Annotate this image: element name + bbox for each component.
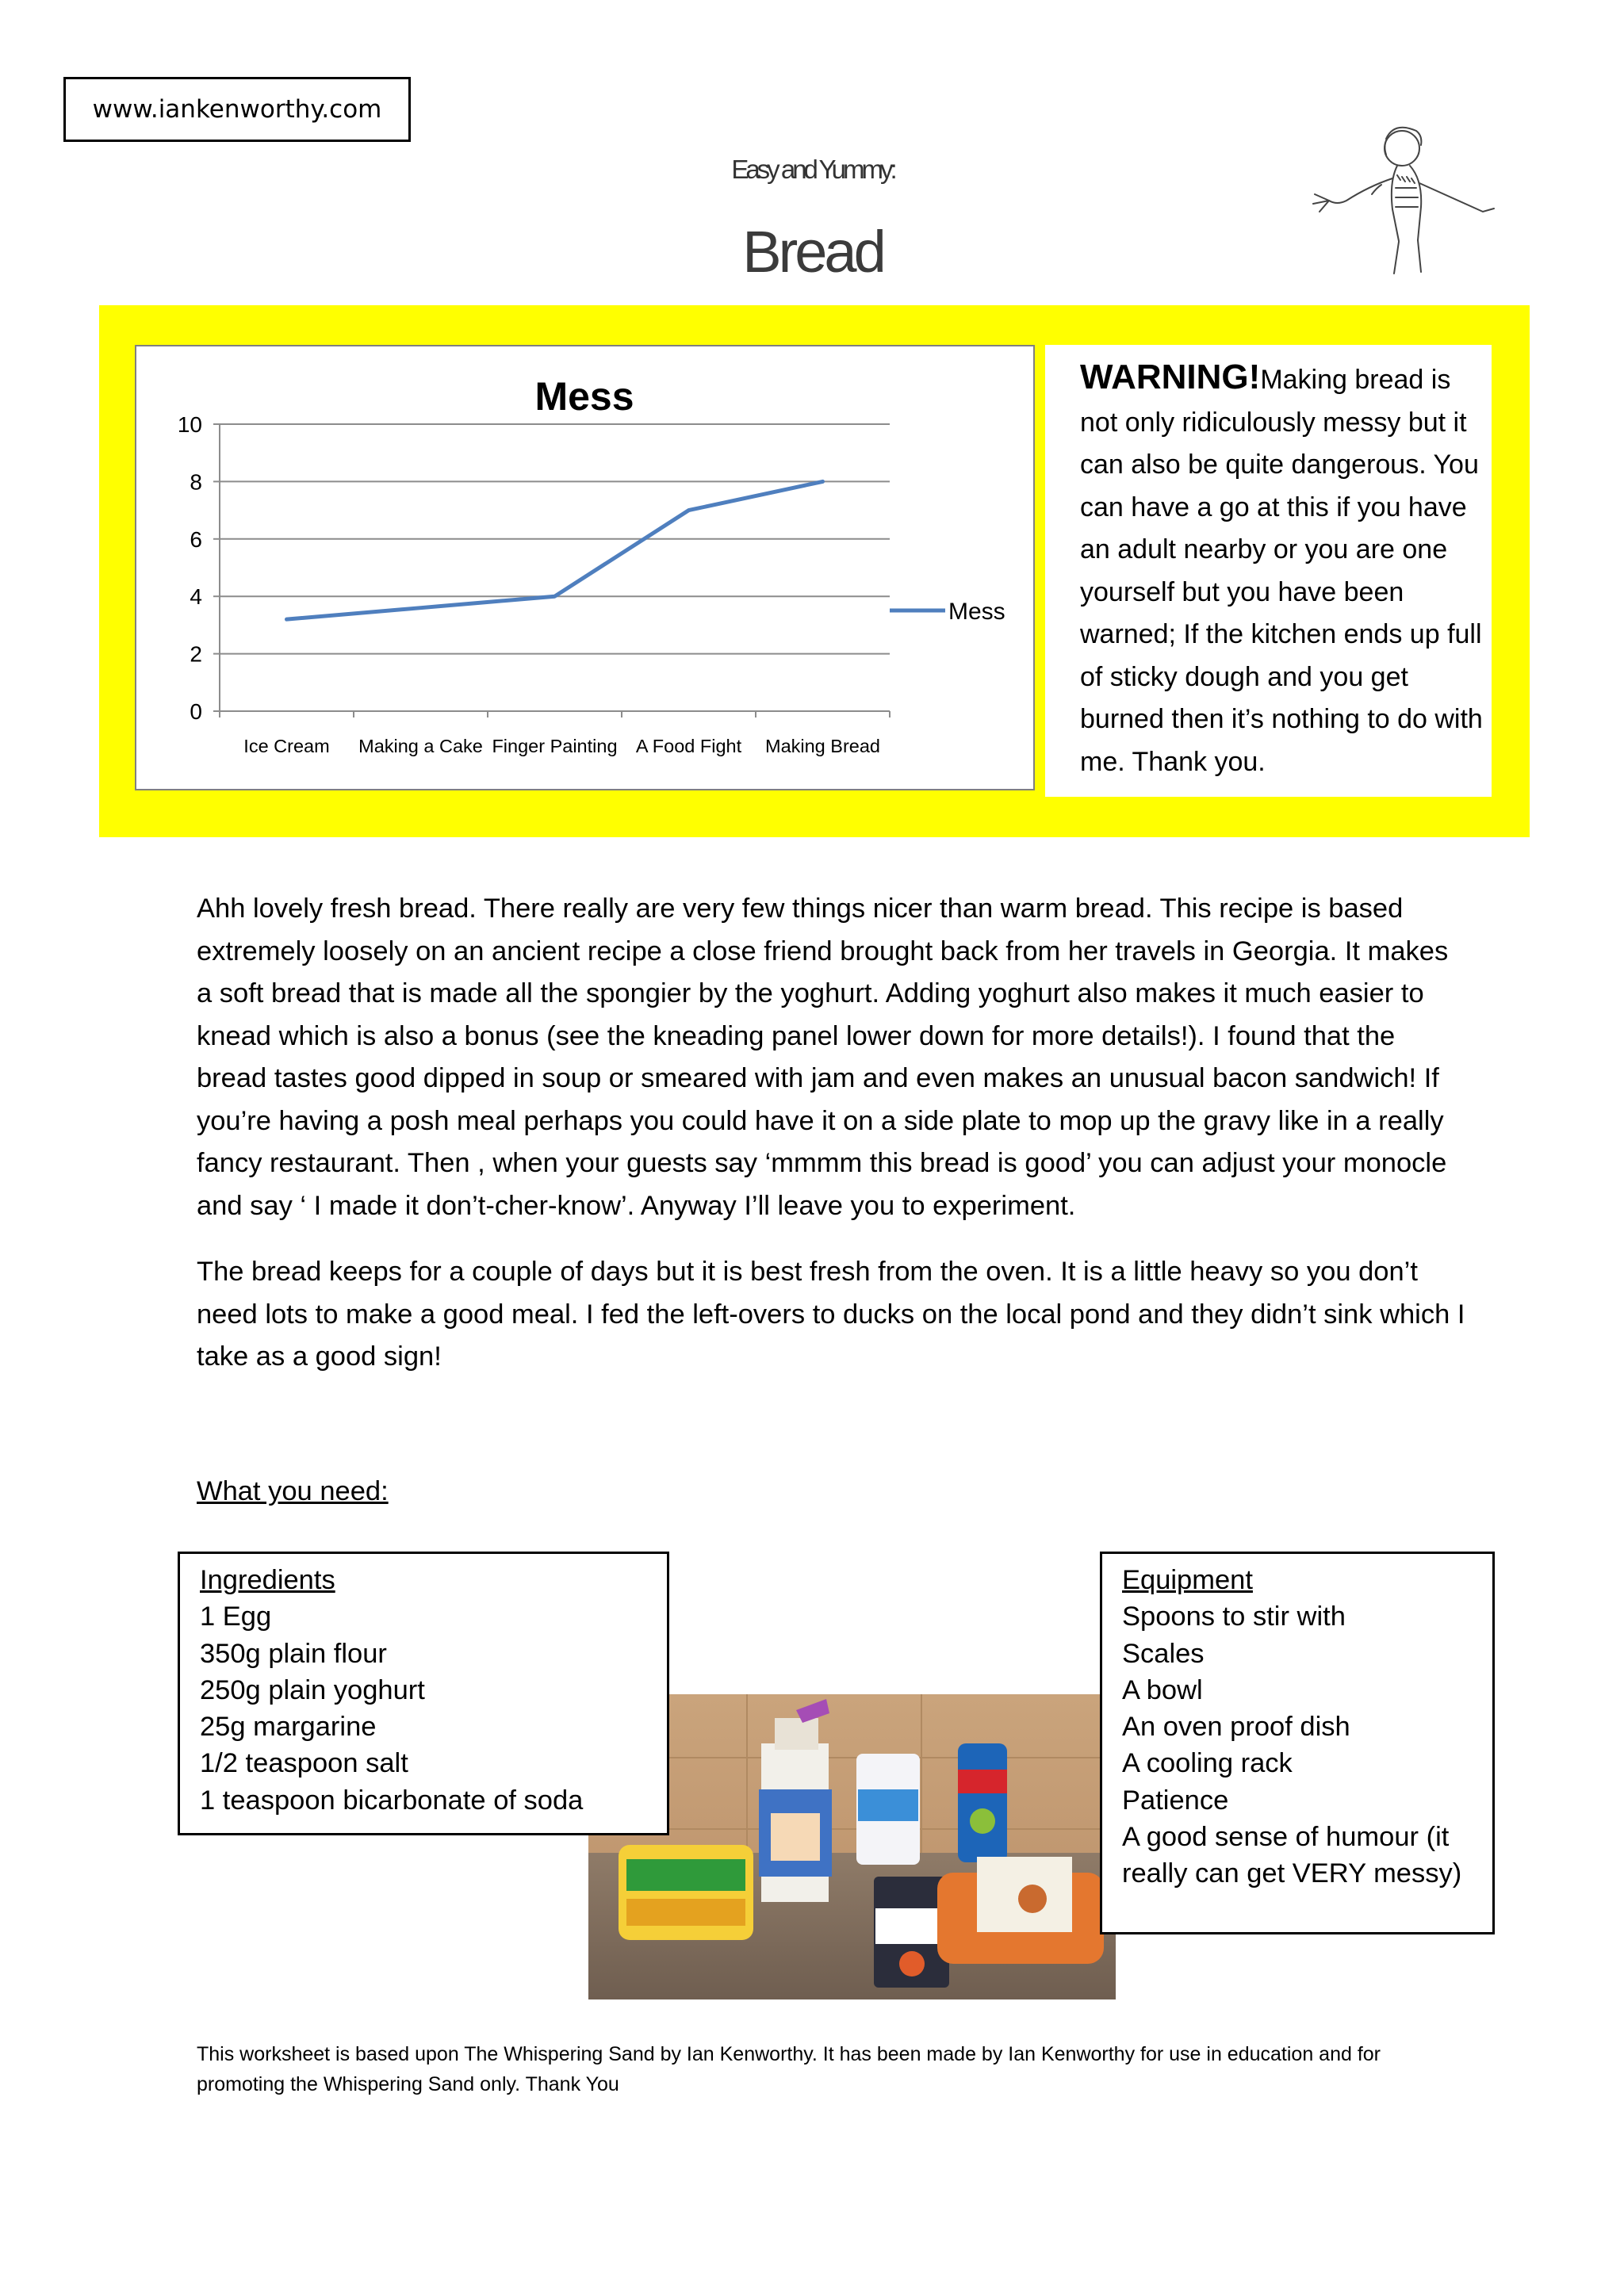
- legend-label: Mess: [948, 599, 1005, 625]
- y-tick-label: 6: [190, 526, 202, 552]
- equipment-item: A cooling rack: [1122, 1748, 1293, 1779]
- ingredient-item: 350g plain flour: [200, 1638, 387, 1669]
- ingredient-item: 250g plain yoghurt: [200, 1674, 425, 1705]
- warning-heading: WARNING!: [1080, 358, 1261, 396]
- girl-sketch-illustration: [1308, 115, 1507, 277]
- y-tick-label: 4: [190, 584, 202, 610]
- x-tick-label: A Food Fight: [635, 736, 742, 756]
- footer-note: This worksheet is based upon The Whispering Sand by Ian Kenworthy. It has been made by Ian Kenworthy for use in education and for promoting the Whispering Sand only. Thank You: [197, 2043, 1381, 2095]
- x-tick-label: Making a Cake: [358, 736, 483, 756]
- warning-text-box: [1045, 345, 1492, 797]
- page-title: Bread: [742, 219, 883, 285]
- equipment-heading: Equipment: [1122, 1565, 1253, 1595]
- equipment-box: [1100, 1552, 1495, 1934]
- equipment-item: Spoons to stir with: [1122, 1601, 1346, 1632]
- website-url-box: [63, 77, 411, 142]
- x-tick-label: Making Bread: [765, 736, 880, 756]
- y-tick-label: 8: [190, 469, 202, 495]
- mess-chart-svg: [136, 346, 1033, 789]
- y-tick-label: 0: [190, 699, 202, 724]
- intro-paragraph-2: The bread keeps for a couple of days but it is best fresh from the oven. It is a little heavy so you don’t need lots to make a good meal. I fed the left-overs to ducks on the local pond and they didn’t sink which I take as a good sign!: [197, 1257, 1465, 1372]
- ingredients-box: [178, 1552, 669, 1835]
- ingredients-heading: Ingredients: [200, 1565, 335, 1595]
- warning-text: Making bread is not only ridiculously messy but it can also be quite dangerous. You can have a go at this if you have an adult nearby or you are one yourself but you have been warned; If the kitchen ends up full of sticky dough and you get burned then it’s nothing to do with me. Thank you.: [1080, 365, 1483, 777]
- chart-title: Mess: [534, 374, 634, 419]
- y-tick-label: 10: [177, 412, 202, 437]
- x-tick-label: Finger Painting: [492, 736, 618, 756]
- intro-paragraph-1: Ahh lovely fresh bread. There really are very few things nicer than warm bread. This recipe is based extremely loosely on an ancient recipe a close friend brought back from her travels in Georgia. It makes a soft bread that is made all the spongier by the yoghurt. Adding yoghurt also makes it much easier to knead which is also a bonus (see the kneading panel lower down for more details!). I found that the bread tastes good dipped in soup or smeared with jam and even makes an unusual bacon sandwich! If you’re having a posh meal perhaps you could have it on a side plate to mop up the gravy like in a really fancy restaurant. Then , when your guests say ‘mmmm this bread is good’ you can adjust your monocle and say ‘ I made it don’t-cher-know’. Anyway I’ll leave you to experiment.: [197, 894, 1449, 1221]
- equipment-item: Patience: [1122, 1785, 1229, 1816]
- ingredient-item: 1/2 teaspoon salt: [200, 1748, 408, 1779]
- equipment-item: A good sense of humour (it really can get VERY messy): [1122, 1822, 1462, 1889]
- website-url: www.iankenworthy.com: [92, 95, 382, 124]
- mess-chart: [135, 345, 1035, 790]
- series-line-mess: [287, 481, 823, 619]
- page-subtitle: Easy and Yummy:: [731, 155, 894, 184]
- equipment-item: An oven proof dish: [1122, 1712, 1350, 1743]
- ingredient-item: 25g margarine: [200, 1712, 377, 1743]
- x-tick-label: Ice Cream: [243, 736, 330, 756]
- equipment-item: A bowl: [1122, 1674, 1203, 1705]
- ingredient-item: 1 Egg: [200, 1601, 272, 1632]
- y-tick-label: 2: [190, 641, 202, 667]
- equipment-item: Scales: [1122, 1638, 1205, 1669]
- what-you-need-heading: What you need:: [197, 1476, 389, 1506]
- ingredient-item: 1 teaspoon bicarbonate of soda: [200, 1785, 584, 1816]
